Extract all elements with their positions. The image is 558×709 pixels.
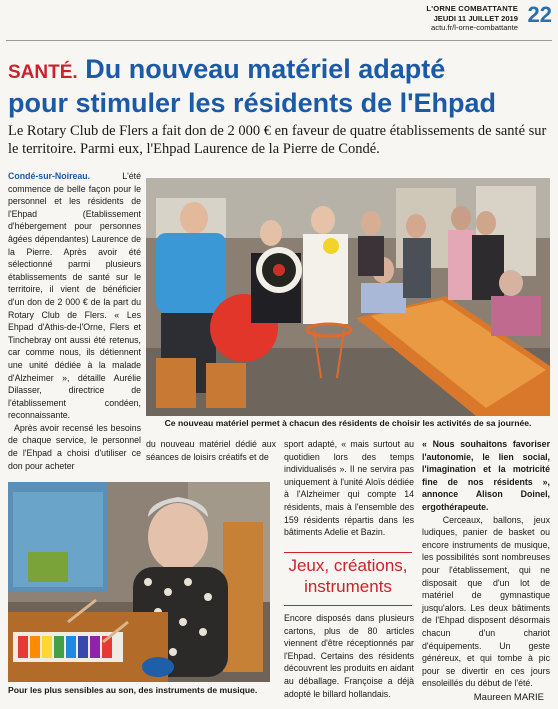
article-column-4 bbox=[422, 438, 550, 690]
subheading-line-2: instruments bbox=[304, 577, 392, 596]
standfirst: Le Rotary Club de Flers a fait don de 2 000 € en faveur de quatre établissements de santé sur le territoire. Parmi eux, l'Ehpad Laurence de la Pierre de Condé. bbox=[8, 123, 547, 157]
page-number: 22 bbox=[527, 2, 552, 27]
photo-group-illustration bbox=[146, 178, 550, 416]
subheading-line-1: Jeux, créations, bbox=[288, 556, 408, 575]
photo-2-caption: Pour les plus sensibles au son, des instruments de musique. bbox=[8, 685, 258, 695]
headline-line-1: Du nouveau matériel adapté bbox=[85, 54, 446, 84]
author-byline: Maureen MARIE bbox=[473, 692, 544, 703]
photo-music-instruments bbox=[8, 482, 270, 682]
headline-kicker: SANTÉ. bbox=[8, 62, 78, 83]
masthead-text bbox=[426, 4, 518, 33]
column-3-paragraph-2: Encore disposés dans plusieurs cartons, plus de 80 articles viennent d'être réceptionnés par l'Ehpad. Certains des résidents découvrent les produits en aidant au déballage. Françoise a déjà adopté le billard hollandais. bbox=[284, 613, 414, 699]
headline bbox=[8, 54, 553, 118]
website-url: actu.fr/l-orne-combattante bbox=[431, 23, 518, 32]
article-column-2 bbox=[146, 438, 276, 463]
newspaper-name: L'ORNE COMBATTANTE bbox=[426, 4, 518, 13]
masthead-divider bbox=[6, 40, 552, 41]
dateline: Condé-sur-Noireau. bbox=[8, 171, 91, 181]
column-4-paragraph-2: Cerceaux, ballons, jeux ludiques, panier de basket ou encore instruments de musique, les possibilités sont nombreuses pour l'établissement, qui ne disposait que d'un lot de matériel de gymnastique jusqu'alors. Les deux bâtiments de l'Ehpad disposent désormais chacun d'un chariot d'équipements. Un geste généreux, et qui tombe à pic pour se divertir en ces jours ensoleillés du début de l'été. bbox=[422, 514, 550, 689]
column-2-paragraph-1: du nouveau matériel dédié aux séances de loisirs créatifs et de bbox=[146, 439, 276, 462]
column-1-paragraph-1: L'été commence de belle façon pour le personnel et les résidents de l'Ehpad (Etablissement d'hébergement pour personnes âgées dépendantes) Laurence de la Pierre. Après avoir été sélectionné parmi plusieurs établissements de santé sur le territoire, il vient de bénéficier d'un don de 2 000 € de la part du Rotary Club de Flers. « Les Ehpad d'Athis-de-l'Orne, Flers et Tinchebray ont aussi été retenus, car comme nous, ils détiennent une unité dédiée à la malade d'Alzheimer », détaille Aurélie Dilasser, directrice de l'établissement condéen, reconnaissante. bbox=[8, 171, 141, 421]
column-3-paragraph-1: sport adapté, « mais surtout au quotidien lors des temps individualisés ». Il ne servira pas uniquement à l'unité Aloïs dédiée à l'Alzheimer qui compte 14 résidents, mais à l'ensemble des 159 résidents répartis dans les bâtiments Adelie et Bazin. bbox=[284, 439, 414, 538]
headline-line-2: pour stimuler les résidents de l'Ehpad bbox=[8, 88, 497, 118]
column-1-paragraph-2: Après avoir recensé les besoins de chaque service, le personnel de l'Ehpad a choisi d'utiliser ce don pour acheter bbox=[8, 422, 141, 471]
photo-group-residents bbox=[146, 178, 550, 416]
article-column-3-continued bbox=[284, 612, 414, 700]
photo-music-illustration bbox=[8, 482, 270, 682]
article-column-3 bbox=[284, 438, 414, 539]
issue-date: JEUDI 11 JUILLET 2019 bbox=[433, 13, 518, 23]
article-column-1 bbox=[8, 170, 141, 472]
quote-alison-doinel: « Nous souhaitons favoriser l'autonomie, le lien social, l'imagination et la motricité fine de nos résidents », annonce Alison Doinel, ergothérapeute. bbox=[422, 439, 550, 512]
subheading bbox=[284, 552, 412, 606]
masthead bbox=[0, 0, 558, 42]
photo-1-caption: Ce nouveau matériel permet à chacun des résidents de choisir les activités de sa journée. bbox=[164, 418, 532, 428]
